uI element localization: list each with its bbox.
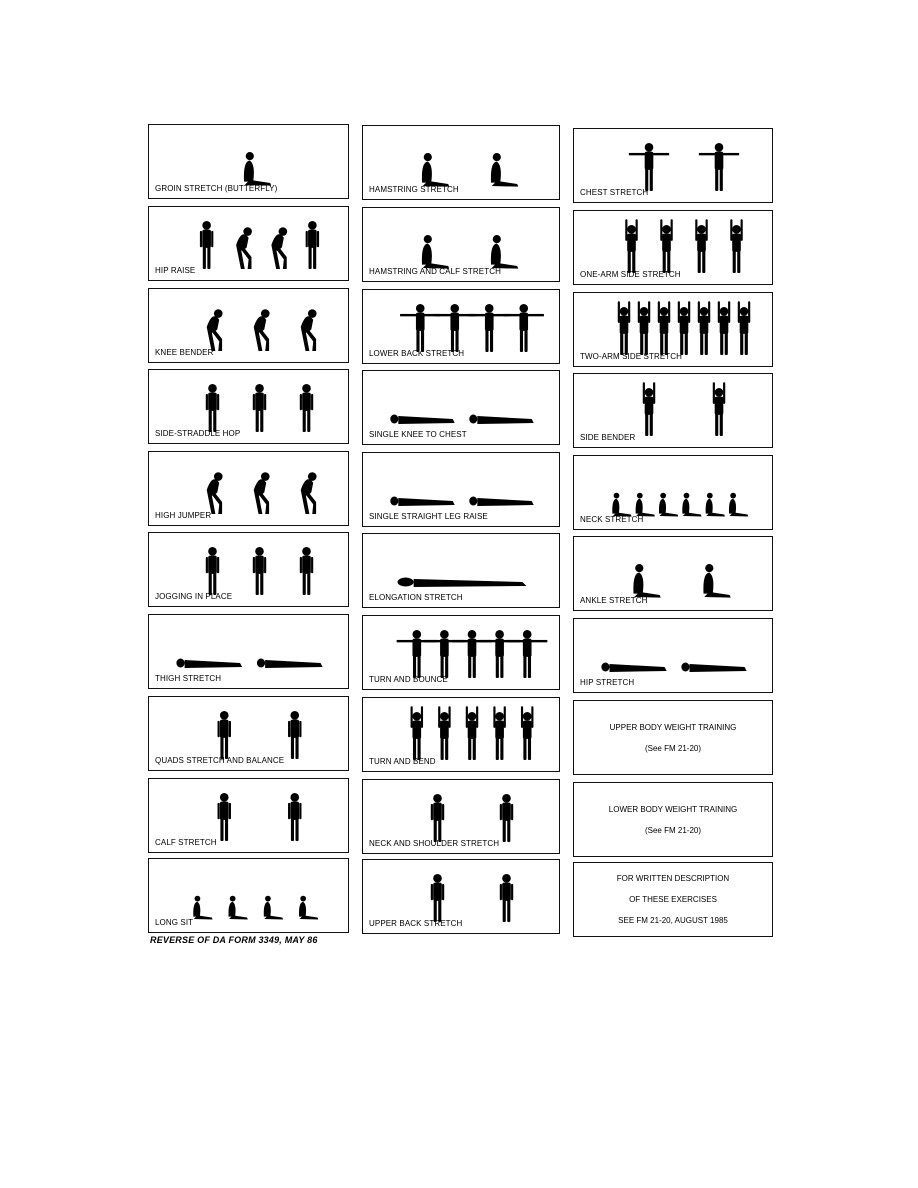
exercise-card-hamstring-and-calf-stretch [362,207,560,282]
exercise-card-thigh-stretch [148,614,349,689]
exercise-figure [643,382,655,436]
exercise-figure [254,472,270,514]
note-card [573,782,773,857]
exercise-figure [682,493,701,517]
exercise-figure [629,143,669,191]
exercise-figure [678,301,690,355]
exercise-card-chest-stretch [573,128,773,203]
exercise-card-turn-and-bounce [362,615,560,690]
exercise-card-knee-bender [148,288,349,363]
exercise-figure [479,630,519,678]
note-line: (See FM 21-20) [644,825,702,835]
exercise-label: SIDE-STRADDLE HOP [155,429,241,438]
exercise-label: ELONGATION STRETCH [369,593,463,602]
exercise-card-elongation-stretch [362,533,560,608]
exercise-figure [288,711,301,759]
exercise-figure [206,384,219,432]
exercise-label: KNEE BENDER [155,348,214,357]
exercise-figure [301,309,317,351]
exercise-label: JOGGING IN PLACE [155,592,233,601]
exercise-label: TURN AND BEND [369,757,436,766]
exercise-label: ONE-ARM SIDE STRETCH [580,270,681,279]
note-line: FOR WRITTEN DESCRIPTION [616,874,730,883]
note-line: SEE FM 21-20, AUGUST 1985 [618,916,728,925]
exercise-label: NECK STRETCH [580,515,644,524]
exercise-card-turn-and-bend [362,697,560,772]
exercise-label: ANKLE STRETCH [580,596,648,605]
exercise-label: TURN AND BOUNCE [369,675,448,684]
exercise-figure [718,301,730,355]
exercise-card-two-arm-side-stretch [573,292,773,367]
exercise-label: HAMSTRING AND CALF STRETCH [369,267,501,276]
exercise-figure [612,493,631,517]
exercise-card-hip-raise [148,206,349,281]
exercise-figure [411,706,423,760]
exercise-figure [398,578,527,588]
exercise-figure [699,143,739,191]
exercise-figure [466,706,478,760]
exercise-figure [176,659,242,669]
exercise-figure [253,547,266,595]
exercise-figure [618,301,630,355]
exercise-card-side-bender [573,373,773,448]
exercise-figure [264,896,283,920]
exercise-label: LONG SIT [155,918,194,927]
exercise-figure [299,896,318,920]
exercise-label: SINGLE STRAIGHT LEG RAISE [369,512,488,521]
exercise-card-lower-back-stretch [362,289,560,364]
exercise-card-neck-and-shoulder-stretch [362,779,560,854]
exercise-figure [601,663,666,673]
exercise-card-neck-stretch [573,455,773,530]
exercise-figure [713,382,725,436]
exercise-figure [236,227,252,269]
exercise-card-calf-stretch [148,778,349,853]
exercise-card-high-jumper [148,451,349,526]
exercise-figure [738,301,750,355]
note-line: (See FM 21-20) [644,743,702,753]
exercise-label: UPPER BACK STRETCH [369,919,463,928]
exercise-figure [271,227,287,269]
exercise-label: HIGH JUMPER [155,511,212,520]
exercise-figure [452,630,492,678]
exercise-figure [491,235,518,269]
exercise-figure [207,472,223,514]
exercise-figure [659,493,678,517]
exercise-card-ankle-stretch [573,536,773,611]
exercise-figure [431,794,444,842]
exercise-figure [703,564,730,598]
exercise-label: THIGH STRETCH [155,674,222,683]
exercise-figure [500,874,513,922]
exercise-label: QUADS STRETCH AND BALANCE [155,756,285,765]
exercise-figure [229,896,248,920]
exercise-figure [706,493,725,517]
exercise-figure [390,497,454,507]
exercise-figure [200,221,213,269]
exercise-figure [207,309,223,351]
exercise-figure [193,896,212,920]
exercise-figure [390,415,454,425]
exercise-figure [253,384,266,432]
exercise-figure [257,659,323,669]
exercise-figure [422,235,449,269]
note-card [573,862,773,937]
exercise-figure [507,630,547,678]
exercise-card-single-straight-leg-raise [362,452,560,527]
exercise-figure [400,304,440,352]
exercise-figure [504,304,544,352]
exercise-figure [636,493,655,517]
exercise-figure [422,153,449,187]
exercise-card-single-knee-to-chest [362,370,560,445]
exercise-label: NECK AND SHOULDER STRETCH [369,839,500,848]
exercise-figure [435,304,475,352]
exercise-figure [218,711,231,759]
exercise-figure [658,301,670,355]
exercise-card-jogging-in-place [148,532,349,607]
exercise-figure [424,630,464,678]
exercise-card-upper-back-stretch [362,859,560,934]
exercise-figure [206,547,219,595]
exercise-figure [301,472,317,514]
exercise-label: SINGLE KNEE TO CHEST [369,430,467,439]
note-line: OF THESE EXERCISES [629,895,717,904]
exercise-card-hip-stretch [573,618,773,693]
exercise-figure [300,384,313,432]
exercise-figure [625,219,637,273]
exercise-figure [469,304,509,352]
exercise-figure [469,497,533,507]
exercise-label: HAMSTRING STRETCH [369,185,459,194]
exercise-figure [469,415,533,425]
note-line: UPPER BODY WEIGHT TRAINING [609,722,737,732]
exercise-figure [633,564,660,598]
exercise-figure [397,630,437,678]
exercise-figure [288,793,301,841]
exercise-card-quads-stretch-and-balance [148,696,349,771]
exercise-figure [500,794,513,842]
exercise-figure [438,706,450,760]
exercise-figure [218,793,231,841]
exercise-figure [244,152,271,186]
exercise-figure [681,663,746,673]
exercise-figure [493,706,505,760]
exercise-card-one-arm-side-stretch [573,210,773,285]
note-card [573,700,773,775]
note-line: LOWER BODY WEIGHT TRAINING [608,804,738,814]
exercise-figure [638,301,650,355]
exercise-grid [148,124,774,936]
exercise-figure [730,219,742,273]
exercise-label: CALF STRETCH [155,838,217,847]
exercise-figure [306,221,319,269]
form-footer: REVERSE OF DA FORM 3349, MAY 86 [150,935,318,945]
exercise-label: SIDE BENDER [580,433,636,442]
exercise-label: CHEST STRETCH [580,188,649,197]
exercise-card-side-straddle-hop [148,369,349,444]
exercise-label: GROIN STRETCH (BUTTERFLY) [155,184,278,193]
exercise-figure [254,309,270,351]
exercise-label: HIP STRETCH [580,678,635,687]
exercise-label: LOWER BACK STRETCH [369,349,465,358]
exercise-figure [729,493,748,517]
exercise-label: TWO-ARM SIDE STRETCH [580,352,682,361]
exercise-label: HIP RAISE [155,266,196,275]
exercise-figure [300,547,313,595]
exercise-figure [695,219,707,273]
exercise-figure [698,301,710,355]
exercise-figure [491,153,518,187]
exercise-card-hamstring-stretch [362,125,560,200]
exercise-figure [521,706,533,760]
exercise-figure [660,219,672,273]
exercise-figure [431,874,444,922]
exercise-card-groin-stretch-butterfly [148,124,349,199]
exercise-card-long-sit [148,858,349,933]
